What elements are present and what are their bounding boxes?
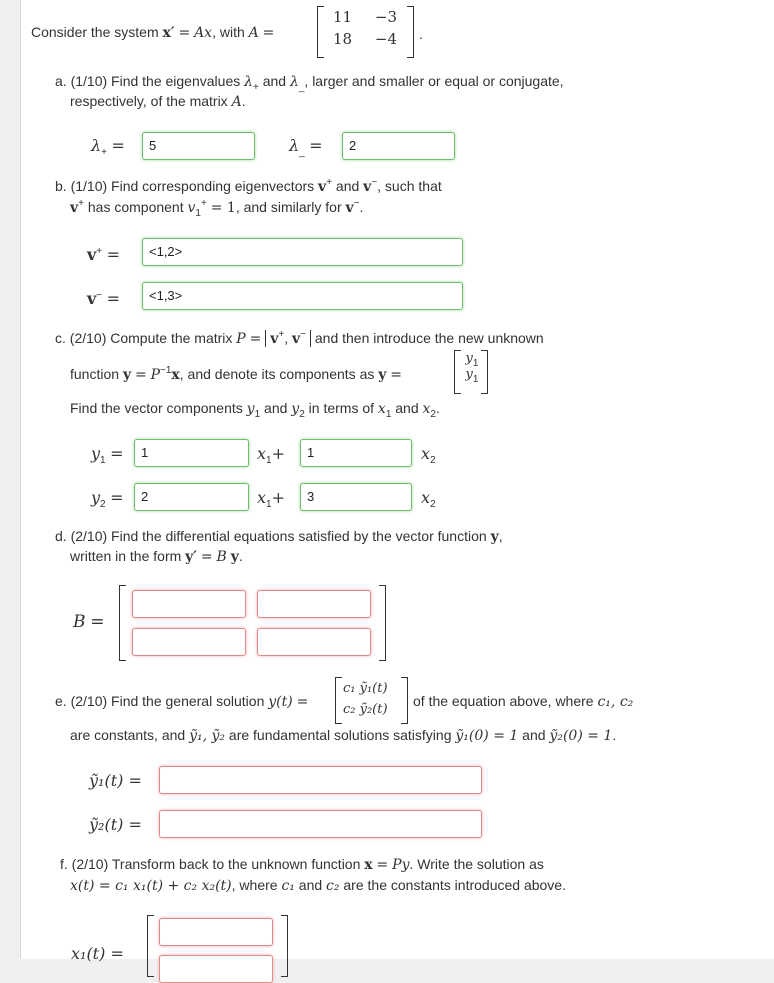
matrix-P: P: [236, 331, 246, 347]
x2-label: [421, 488, 436, 508]
part-b-text4: , and similarly for: [235, 199, 342, 215]
v-minus-input[interactable]: <1,3>: [142, 282, 463, 310]
v1-component: v: [187, 200, 196, 216]
part-e-line2: [70, 727, 616, 744]
y2-x1-coef-input[interactable]: 2: [134, 483, 249, 511]
lambda-plus-symbol: λ: [91, 136, 102, 155]
y1-x1-coef-input[interactable]: 1: [134, 439, 249, 467]
v-plus-label-sup: +: [96, 246, 103, 257]
part-e-line1b: [413, 693, 633, 710]
x-vector: x: [171, 367, 180, 383]
B-entry-12-input[interactable]: [257, 590, 371, 618]
v1-sub: 1: [195, 208, 201, 219]
P-inverse: P: [150, 367, 161, 383]
v-minus-label: [87, 289, 120, 309]
period: .: [359, 199, 364, 215]
equals: =: [200, 549, 213, 565]
equals: =: [110, 488, 124, 507]
matrix-cell: −4: [374, 30, 397, 48]
P-inverse-sup: −1: [160, 365, 172, 376]
part-c-text3: function: [70, 366, 120, 382]
and-text: and: [522, 727, 546, 743]
part-b-text: b. (1/10) Find corresponding eigenvectors: [55, 178, 315, 194]
v1-sup: +: [200, 198, 207, 209]
equals: =: [106, 245, 120, 264]
intro-text: [31, 24, 274, 41]
x1-plus-label: [257, 444, 285, 464]
y-vector: y: [230, 549, 239, 565]
v-minus: v: [292, 331, 301, 347]
y1-symbol: y: [91, 444, 101, 463]
x1-of-t-label: x₁(t) =: [71, 944, 124, 963]
intro-eq2: =: [262, 25, 275, 41]
x1-left-bracket: [147, 915, 154, 977]
equals: =: [111, 136, 125, 155]
y2-x2-coef-input[interactable]: 3: [300, 483, 412, 511]
and-text: and: [335, 178, 360, 194]
equals: =: [110, 444, 124, 463]
x2-symbol: x: [421, 444, 431, 463]
equals: =: [296, 694, 309, 710]
period: .: [612, 727, 617, 743]
B-left-bracket: [119, 585, 126, 661]
x-vector: x: [364, 857, 373, 873]
v-plus-sup: +: [278, 329, 285, 340]
lambda-minus-label: [289, 136, 323, 156]
part-e-text2: of the equation above, where: [413, 693, 594, 709]
period: .: [435, 400, 440, 416]
v-plus-symbol: v: [87, 245, 97, 264]
matrix-B: B: [216, 549, 227, 565]
v-minus-symbol: v: [87, 289, 97, 308]
part-b-text3: has component: [87, 199, 184, 215]
x1-sub: 1: [385, 409, 392, 420]
period: .: [241, 93, 246, 109]
part-b-line1: [55, 178, 442, 195]
intro-A: A: [248, 25, 259, 41]
x2-symbol-sub: 2: [430, 455, 436, 466]
y1-sub: 1: [254, 409, 261, 420]
lambda-minus: λ: [289, 74, 299, 90]
y1-entry-sub: 1: [472, 358, 479, 369]
B-symbol: B: [73, 612, 86, 632]
y1-entry: y: [465, 351, 473, 366]
part-d-text2: written in the form: [70, 548, 182, 564]
y-column: [461, 350, 483, 385]
part-c-line1: [55, 330, 544, 347]
intro-period: .: [419, 26, 423, 42]
v-plus: v: [270, 331, 279, 347]
x1-symbol-sub: 1: [266, 499, 272, 510]
x2-symbol-sub: 2: [430, 499, 436, 510]
part-f-line1: [60, 856, 544, 873]
part-c-line2: [70, 366, 402, 383]
part-c-text: c. (2/10) Compute the matrix: [55, 330, 233, 346]
and-text: and: [395, 400, 419, 416]
comma: ,: [284, 330, 289, 346]
equals: =: [390, 367, 403, 383]
part-f-text2: . Write the solution as: [409, 856, 544, 872]
and-text: and: [298, 877, 323, 893]
y1-symbol-sub: 1: [100, 455, 106, 466]
part-e-text3: are constants, and: [70, 727, 186, 743]
y-prime: y′: [185, 549, 197, 565]
part-c-line3: [70, 400, 440, 420]
P-y: Py: [392, 857, 410, 873]
y-vector: y: [122, 367, 132, 383]
v-minus-label-sup: −: [96, 290, 103, 301]
x1-symbol-sub: 1: [266, 455, 272, 466]
equals: =: [309, 136, 323, 155]
intro-prefix: Consider the system: [31, 24, 159, 40]
matrix-cell: 11: [333, 8, 353, 26]
equals: =: [249, 331, 262, 347]
y1-x2-coef-input[interactable]: 1: [300, 439, 412, 467]
c2: c₂: [326, 878, 340, 894]
lambda-minus-label-sub: _: [299, 147, 305, 158]
and-text: and: [262, 73, 287, 89]
x2: x: [422, 401, 431, 417]
c1-y1-entry: c₁ ỹ₁(t): [343, 681, 388, 696]
v-plus: v: [70, 200, 79, 216]
y2-symbol: y: [91, 488, 101, 507]
part-f-text4: are the constants introduced above.: [343, 877, 566, 893]
part-a-text3: respectively, of the matrix: [70, 93, 228, 109]
y1-row-label: [91, 444, 123, 464]
condition-2: ỹ₂(0) = 1: [549, 728, 613, 744]
c1: c₁: [281, 878, 295, 894]
part-a-text: a. (1/10) Find the eigenvalues: [55, 73, 241, 89]
y1: y: [246, 401, 255, 417]
lambda-minus-sub: _: [298, 82, 305, 93]
part-c-text4: , and denote its components as: [179, 366, 375, 382]
and-text: and: [264, 400, 288, 416]
v-minus-sup: −: [353, 198, 360, 209]
part-f-text: f. (2/10) Transform back to the unknown function: [60, 856, 361, 872]
part-a-line1: [55, 73, 564, 93]
y2-symbol-sub: 2: [100, 499, 106, 510]
lambda-plus: λ: [244, 74, 253, 90]
intro-xprime: x′: [162, 25, 175, 41]
c1-c2: c₁, c₂: [597, 694, 634, 710]
v-plus: v: [318, 179, 327, 195]
B-label: [73, 612, 104, 632]
plus: +: [271, 444, 285, 463]
part-e-text: e. (2/10) Find the general solution: [55, 693, 265, 709]
B-entry-21-input[interactable]: [132, 628, 246, 656]
x2-sub: 2: [430, 409, 436, 420]
matrix-left-bracket: [317, 6, 324, 58]
equals: =: [134, 367, 147, 383]
part-f-line2: [70, 877, 566, 894]
y-column-left-bracket: [454, 350, 461, 394]
period: .: [238, 548, 243, 564]
v-plus-label: [87, 245, 120, 265]
intro-eq: =: [178, 25, 191, 41]
x1-symbol: x: [257, 488, 267, 507]
plus: +: [271, 488, 285, 507]
y2-sub: 2: [299, 409, 305, 420]
y-vector: y: [490, 529, 499, 545]
matrix-cell: −3: [374, 8, 397, 26]
equals: =: [376, 857, 389, 873]
intro-with: , with: [212, 24, 245, 40]
x2-symbol: x: [421, 488, 431, 507]
matrix-cell: 18: [333, 30, 353, 48]
y2-entry: y: [465, 367, 473, 382]
y2-tilde-input[interactable]: [159, 810, 482, 838]
lambda-plus-label-sub: +: [101, 147, 107, 158]
v-plus-sup: +: [326, 177, 333, 188]
part-c-text6: in terms of: [308, 400, 375, 416]
intro-ax: Ax: [194, 25, 213, 41]
y1-tilde-input[interactable]: [159, 766, 482, 794]
e-column-right-bracket: [401, 677, 408, 724]
condition-1: ỹ₁(0) = 1: [455, 728, 519, 744]
v-minus: v: [345, 200, 354, 216]
y2-entry-sub: 1: [472, 374, 479, 385]
part-b-line2: [70, 198, 364, 219]
y2-row-label: [91, 488, 123, 508]
part-b-text2: , such that: [377, 178, 442, 194]
equals: =: [90, 612, 105, 632]
solution-form: x(t) = c₁ x₁(t) + c₂ x₂(t): [70, 878, 232, 894]
x1: x: [377, 401, 386, 417]
part-a-line2: [70, 93, 246, 110]
v-plus-sup: +: [78, 198, 84, 209]
e-column-left-bracket: [335, 677, 342, 724]
part-d-line1: [55, 528, 503, 545]
y-vector: y: [378, 367, 387, 383]
part-a-text2: , larger and smaller or equal or conjugate,: [304, 73, 564, 89]
B-right-bracket: [379, 585, 386, 661]
v-minus: v: [363, 179, 372, 195]
part-d-text: d. (2/10) Find the differential equations satisfied by the vector function: [55, 528, 487, 544]
lambda-plus-label: [91, 136, 125, 156]
y-tilde-pair: ỹ₁, ỹ₂: [189, 728, 226, 744]
matrix-A: [333, 8, 403, 48]
x2-label: [421, 444, 436, 464]
x1-plus-label: [257, 488, 285, 508]
x1-symbol: x: [257, 444, 267, 463]
lambda-plus-sub: +: [253, 82, 259, 93]
lambda-plus-input[interactable]: 5: [142, 132, 255, 160]
part-c-text2: and then introduce the new unknown: [314, 330, 544, 346]
e-column: [343, 678, 388, 720]
y2-tilde-label: ỹ₂(t) =: [89, 815, 142, 834]
question-panel: [20, 0, 774, 963]
part-c-text5: Find the vector components: [70, 400, 243, 416]
v-minus-sup: −: [371, 177, 378, 188]
y1-tilde-label: ỹ₁(t) =: [89, 771, 142, 790]
P-bracket: [265, 330, 311, 347]
equals-one: = 1: [210, 200, 236, 216]
x1-right-bracket: [281, 915, 288, 977]
x1-entry-2-input[interactable]: [159, 955, 273, 983]
B-entry-22-input[interactable]: [257, 628, 371, 656]
c2-y2-entry: c₂ ỹ₂(t): [343, 702, 388, 717]
part-f-text3: , where: [231, 877, 278, 893]
lambda-minus-input[interactable]: 2: [342, 132, 455, 160]
part-d-line2: [70, 548, 243, 565]
matrix-right-bracket: [407, 6, 414, 58]
v-plus-input[interactable]: <1,2>: [142, 238, 463, 266]
part-e-text4: are fundamental solutions satisfying: [228, 727, 452, 743]
y2: y: [291, 401, 300, 417]
matrix-A-ref: A: [231, 94, 242, 110]
B-entry-11-input[interactable]: [132, 590, 246, 618]
v-minus-sup: −: [300, 329, 306, 340]
x1-entry-1-input[interactable]: [159, 918, 273, 946]
y-column-right-bracket: [481, 350, 488, 394]
part-e-line1: [55, 693, 308, 710]
lambda-minus-symbol: λ: [289, 136, 300, 155]
comma: ,: [498, 528, 503, 544]
equals: =: [106, 289, 120, 308]
y-of-t: y(t): [268, 694, 293, 710]
